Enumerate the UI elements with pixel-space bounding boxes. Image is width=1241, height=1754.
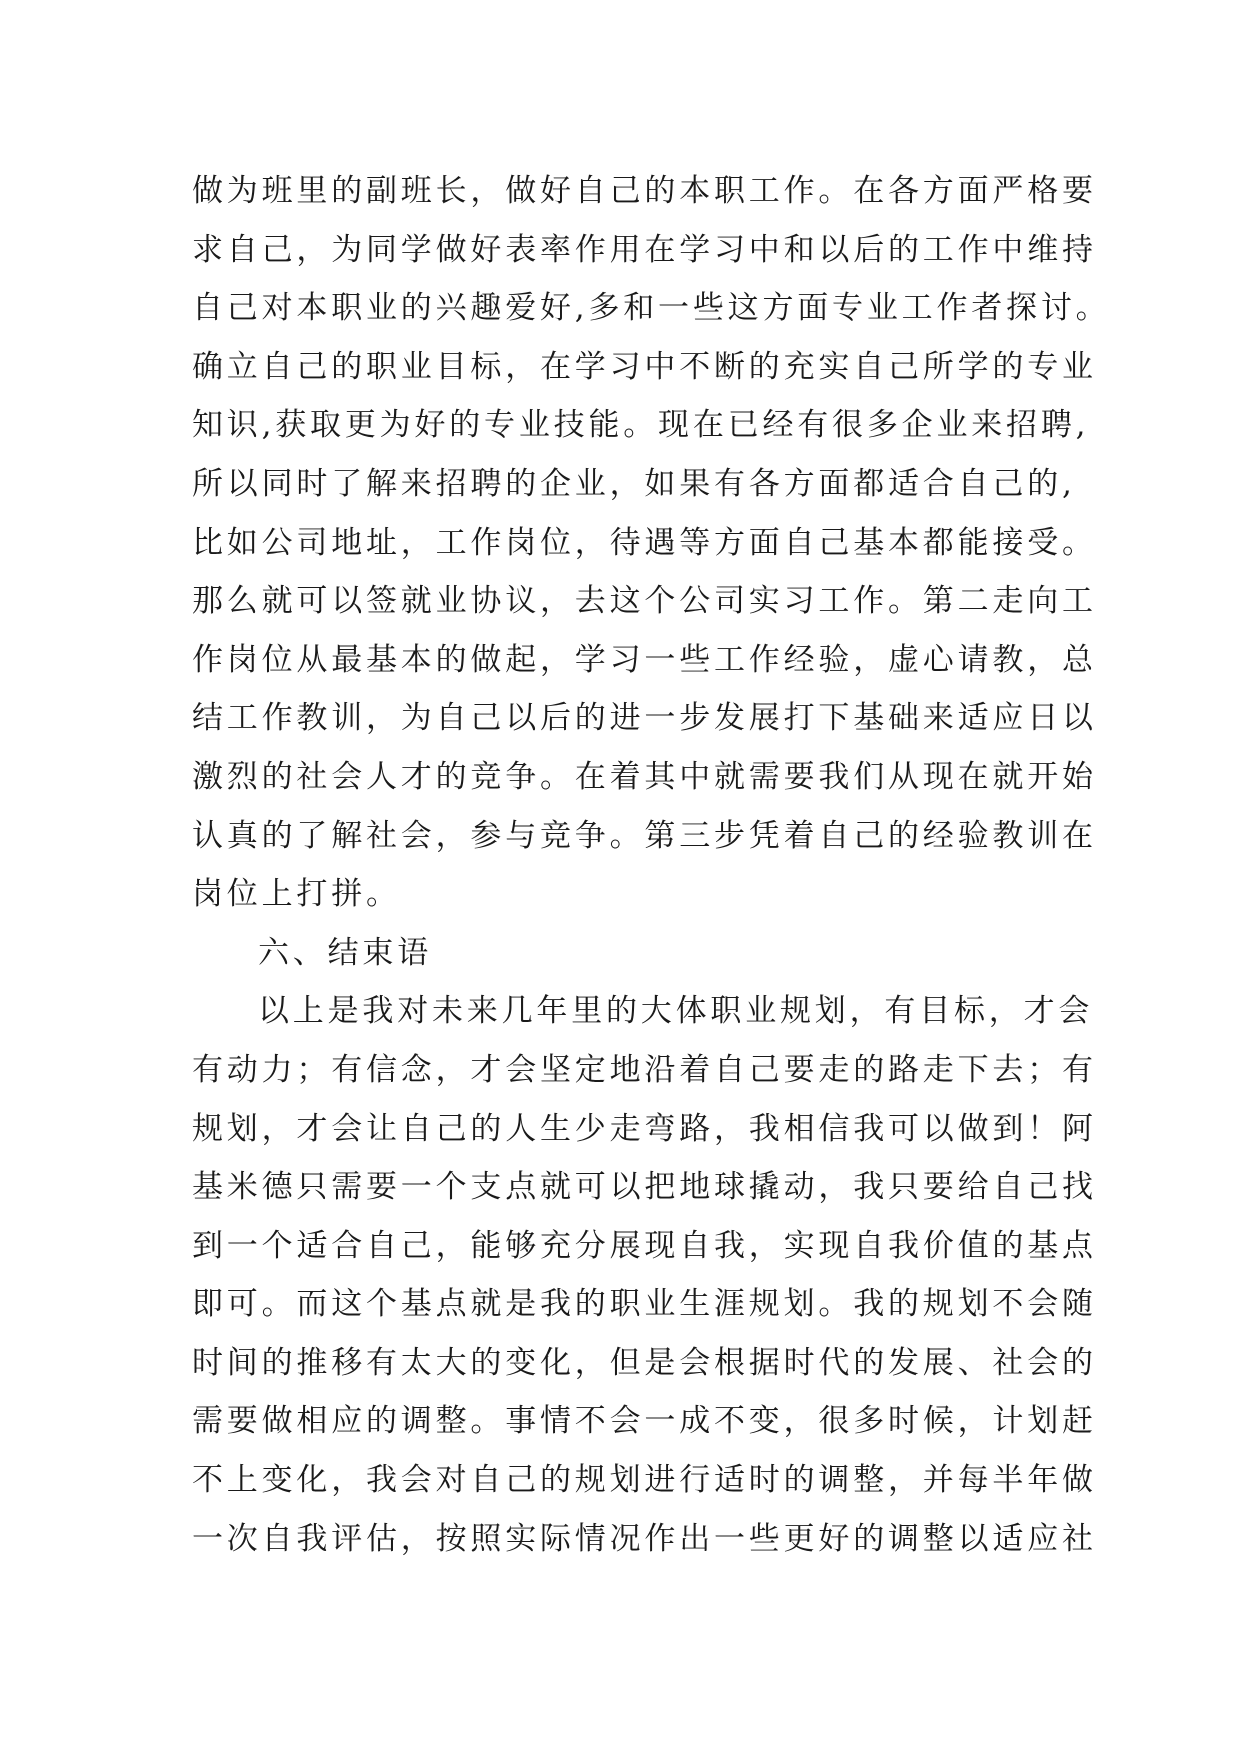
text-line: 那么就可以签就业协议，去这个公司实习工作。第二走向工	[192, 583, 1097, 620]
text-line: 做为班里的副班长，做好自己的本职工作。在各方面严格要	[192, 173, 1097, 209]
paragraph-first-line: 以上是我对未来几年里的大体职业规划，有目标，才会	[258, 993, 1094, 1030]
text-line: 所以同时了解来招聘的企业，如果有各方面都适合自己的,	[192, 465, 1076, 502]
section-heading: 六、结束语	[258, 934, 432, 971]
text-line: 不上变化，我会对自己的规划进行适时的调整，并每半年做	[192, 1462, 1097, 1499]
text-line: 激烈的社会人才的竞争。在着其中就需要我们从现在就开始	[192, 758, 1097, 795]
text-line: 规划，才会让自己的人生少走弯路，我相信我可以做到！阿	[192, 1110, 1097, 1147]
text-line: 结工作教训，为自己以后的进一步发展打下基础来适应日以	[192, 700, 1097, 737]
text-line: 求自己，为同学做好表率作用在学习中和以后的工作中维持	[192, 231, 1097, 268]
text-line: 到一个适合自己，能够充分展现自我，实现自我价值的基点	[192, 1227, 1097, 1264]
text-line: 知识,获取更为好的专业技能。现在已经有很多企业来招聘,	[192, 407, 1090, 444]
text-line: 自己对本职业的兴趣爱好,多和一些这方面专业工作者探讨。	[192, 290, 1111, 327]
text-line: 作岗位从最基本的做起，学习一些工作经验，虚心请教，总	[192, 641, 1097, 678]
text-line: 时间的推移有太大的变化，但是会根据时代的发展、社会的	[192, 1344, 1097, 1381]
text-line: 确立自己的职业目标，在学习中不断的充实自己所学的专业	[192, 348, 1097, 385]
body-text	[192, 162, 1111, 1568]
text-line: 比如公司地址，工作岗位，待遇等方面自己基本都能接受。	[192, 524, 1097, 561]
text-line: 认真的了解社会，参与竞争。第三步凭着自己的经验教训在	[192, 817, 1097, 854]
text-line: 一次自我评估，按照实际情况作出一些更好的调整以适应社	[192, 1520, 1097, 1557]
paragraph-end-line: 岗位上打拼。	[192, 876, 401, 913]
text-line: 即可。而这个基点就是我的职业生涯规划。我的规划不会随	[192, 1286, 1097, 1323]
text-line: 需要做相应的调整。事情不会一成不变，很多时候，计划赶	[192, 1403, 1097, 1440]
text-line: 有动力；有信念，才会坚定地沿着自己要走的路走下去；有	[192, 1051, 1097, 1088]
text-line: 基米德只需要一个支点就可以把地球撬动，我只要给自己找	[192, 1169, 1097, 1206]
